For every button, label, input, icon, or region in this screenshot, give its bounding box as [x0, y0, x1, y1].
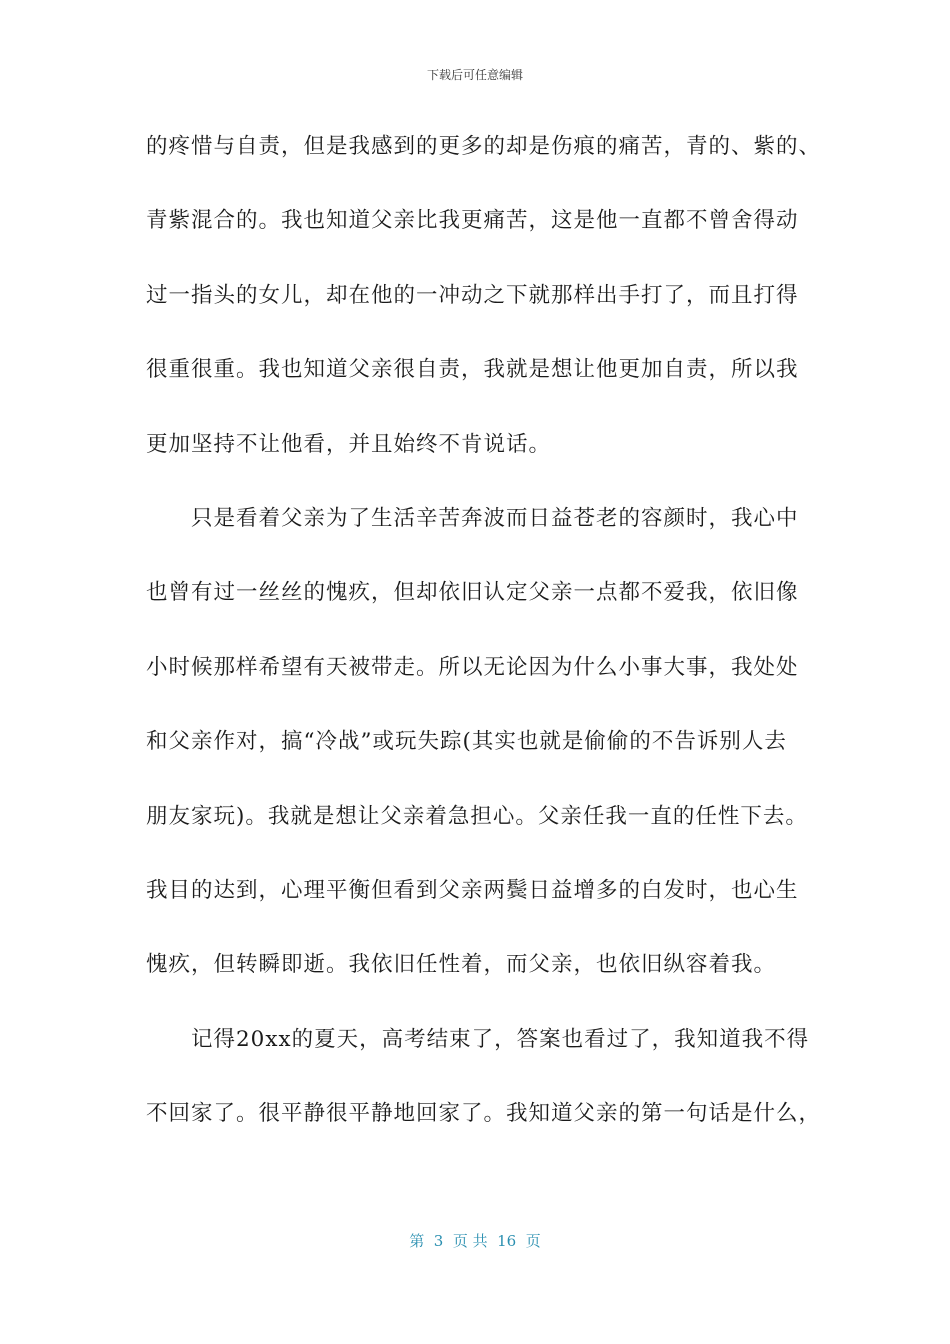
- text-line: 不回家了。很平静很平静地回家了。我知道父亲的第一句话是什么，: [146, 1101, 822, 1127]
- page-header: 下载后可任意编辑: [426, 68, 523, 82]
- text-line: 的疼惜与自责，但是我感到的更多的却是伤痕的痛苦，青的、紫的、: [146, 134, 822, 159]
- text-line: 更加坚持不让他看，并且始终不肯说话。: [146, 431, 552, 457]
- text-line: 也曾有过一丝丝的愧疚，但却依旧认定父亲一点都不爱我，依旧像: [146, 580, 799, 606]
- paragraph-first-line: 记得20xx的夏天，高考结束了，答案也看过了，我知道我不得: [191, 1026, 810, 1052]
- text-line: 和父亲作对，搞“冷战”或玩失踪(其实也就是偷偷的不告诉别人去: [146, 729, 787, 755]
- text-line: 朋友家玩)。我就是想让父亲着急担心。父亲任我一直的任性下去。: [146, 803, 808, 829]
- document-body: [146, 124, 822, 1165]
- page-number-footer: 第 3 页 共 16 页: [409, 1232, 541, 1250]
- text-line: 很重很重。我也知道父亲很自责，我就是想让他更加自责，所以我: [146, 357, 799, 383]
- text-line: 青紫混合的。我也知道父亲比我更痛苦，这是他一直都不曾舍得动: [146, 208, 799, 234]
- text-line: 愧疚，但转瞬即逝。我依旧任性着，而父亲，也依旧纵容着我。: [146, 952, 777, 978]
- text-line: 我目的达到，心理平衡但看到父亲两鬓日益增多的白发时，也心生: [146, 877, 799, 903]
- text-line: 过一指头的女儿，却在他的一冲动之下就那样出手打了，而且打得: [146, 282, 799, 308]
- text-line: 小时候那样希望有天被带走。所以无论因为什么小事大事，我处处: [146, 654, 799, 680]
- paragraph-first-line: 只是看着父亲为了生活辛苦奔波而日益苍老的容颜时，我心中: [191, 505, 799, 531]
